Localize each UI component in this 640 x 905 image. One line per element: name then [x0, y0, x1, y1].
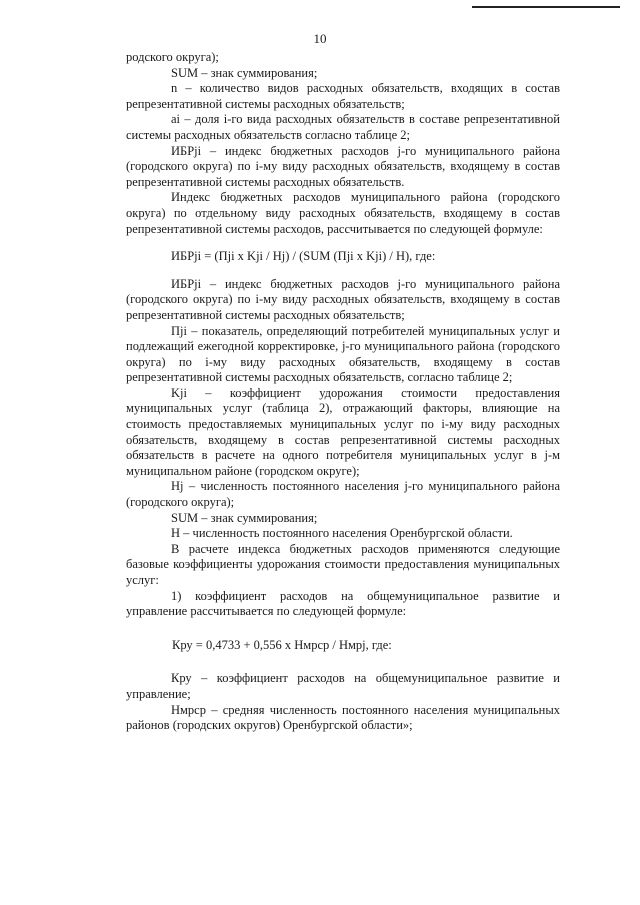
paragraph: SUM – знак суммирования; — [171, 510, 318, 525]
header-rule — [472, 6, 620, 8]
formula: Кру = 0,4733 + 0,556 x Нмрср / Нмрj, где: — [172, 637, 392, 652]
paragraph: H – численность постоянного населения Оренбургской области. — [171, 526, 513, 541]
formula: ИБРji = (Пji x Kji / Hj) / (SUM (Пji x Kji) / H), где: — [171, 249, 436, 264]
paragraph: ai – доля i-го вида расходных обязательств в составе репрезентативной системы расходных обязательств согласно таблице 2; — [126, 112, 560, 142]
paragraph: Пji – показатель, определяющий потребителей муниципальных услуг и подлежащий ежегодной корректировке, j-го муниципального района (городского округа) по i-му виду расходных обязательств, входящему в состав репрезентативной системы расходных обязательств, согласно таблице 2; — [126, 323, 560, 385]
paragraph: Нмрср – средняя численность постоянного населения муниципальных районов (городских округов) Оренбургской области»; — [126, 702, 560, 733]
paragraph: n – количество видов расходных обязательств, входящих в состав репрезентативной системы расходных обязательств; — [126, 81, 560, 111]
paragraph: 1) коэффициент расходов на общемуниципальное развитие и управление рассчитывается по следующей формуле: — [126, 588, 560, 619]
paragraph: ИБРji – индекс бюджетных расходов j-го муниципального района (городского округа) по i-му виду расходных обязательств, входящему в состав репрезентативной системы расходных обязательств. — [126, 143, 560, 189]
document-body — [126, 50, 560, 734]
paragraph: Hj – численность постоянного населения j-го муниципального района (городского округа); — [126, 479, 560, 510]
paragraph: В расчете индекса бюджетных расходов применяются следующие базовые коэффициенты удорожания стоимости предоставления муниципальных услуг: — [126, 541, 560, 587]
paragraph: родского округа); — [126, 50, 219, 64]
paragraph: SUM – знак суммирования; — [171, 65, 318, 80]
paragraph: Кру – коэффициент расходов на общемуниципальное развитие и управление; — [126, 671, 560, 701]
paragraph: Kji – коэффициент удорожания стоимости предоставления муниципальных услуг (таблица 2), отражающий факторы, влияющие на стоимость предоставляемых муниципальных услуг по i-му виду расходных обязательств, входящему в состав репрезентативной системы расходных обязательств в расчете на одного потребителя муниципальных услуг в j-м муниципальном районе (городском округе); — [126, 385, 560, 478]
paragraph: ИБРji – индекс бюджетных расходов j-го муниципального района (городского округа) по i-му виду расходных обязательств, входящему в состав репрезентативной системы расходных обязательств; — [126, 276, 560, 322]
page-number: 10 — [313, 31, 327, 46]
paragraph: Индекс бюджетных расходов муниципального района (городского округа) по отдельному виду расходных обязательств, входящему в состав репрезентативной системы расходов, рассчитывается по следующей формуле: — [126, 190, 560, 236]
